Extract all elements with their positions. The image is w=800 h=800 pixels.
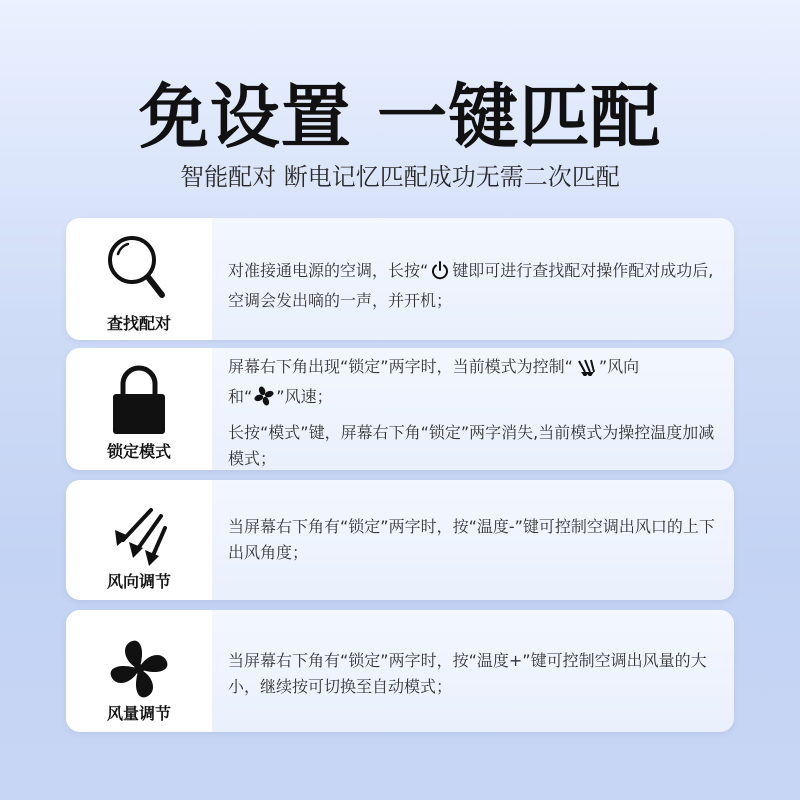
description-text: ”风速； [276, 387, 333, 406]
card-text-panel [212, 610, 734, 732]
card-label: 查找配对 [106, 314, 171, 333]
description-text: 和“ [228, 387, 253, 406]
card-text-panel [212, 480, 734, 600]
card-description [228, 648, 724, 700]
page-subtitle: 智能配对 断电记忆匹配成功无需二次匹配 [180, 163, 620, 191]
fan-icon [254, 386, 274, 414]
card-icon-panel [66, 610, 212, 732]
card-text-panel [212, 348, 734, 470]
feature-card-fan-speed [66, 610, 734, 732]
card-label: 风向调节 [106, 572, 171, 591]
description-text: ”风向 [598, 357, 640, 376]
power-icon [430, 260, 450, 288]
description-text: 当屏幕右下角有“锁定”两字时，按“温度-”键可控制空调出风口的上下出风角度； [228, 517, 715, 562]
card-icon-panel [66, 480, 212, 600]
wind-direction-arrows-icon [66, 504, 212, 568]
card-label: 锁定模式 [106, 442, 171, 461]
description-text: 屏幕右下角出现“锁定”两字时，当前模式为控制“ [228, 357, 573, 376]
card-icon-panel [66, 348, 212, 470]
magnifier-icon [66, 232, 212, 308]
feature-card-lock-mode [66, 348, 734, 470]
card-icon-panel [66, 218, 212, 340]
fan-blades-icon [66, 636, 212, 702]
card-description [228, 354, 724, 470]
card-description [228, 258, 724, 314]
feature-card-wind-direction [66, 480, 734, 600]
card-label: 风量调节 [106, 704, 171, 723]
wind-direction-icon [575, 358, 597, 384]
card-description [228, 514, 724, 566]
description-text: 对准接通电源的空调，长按“ [228, 261, 429, 280]
padlock-icon [66, 364, 212, 436]
description-text: 长按“模式”键，屏幕右下角“锁定”两字消失,当前模式为操控温度加减模式； [228, 423, 715, 468]
feature-card-pairing [66, 218, 734, 340]
description-text: 当屏幕右下角有“锁定”两字时，按“温度+”键可控制空调出风量的大小，继续按可切换至自动模式； [228, 651, 707, 696]
page-title: 免设置 一键匹配 [138, 76, 662, 158]
card-text-panel [212, 218, 734, 340]
description-text: 键即可进行查找配对操作配对成功后,空调会发出嘀的一声，并开机； [228, 261, 714, 310]
